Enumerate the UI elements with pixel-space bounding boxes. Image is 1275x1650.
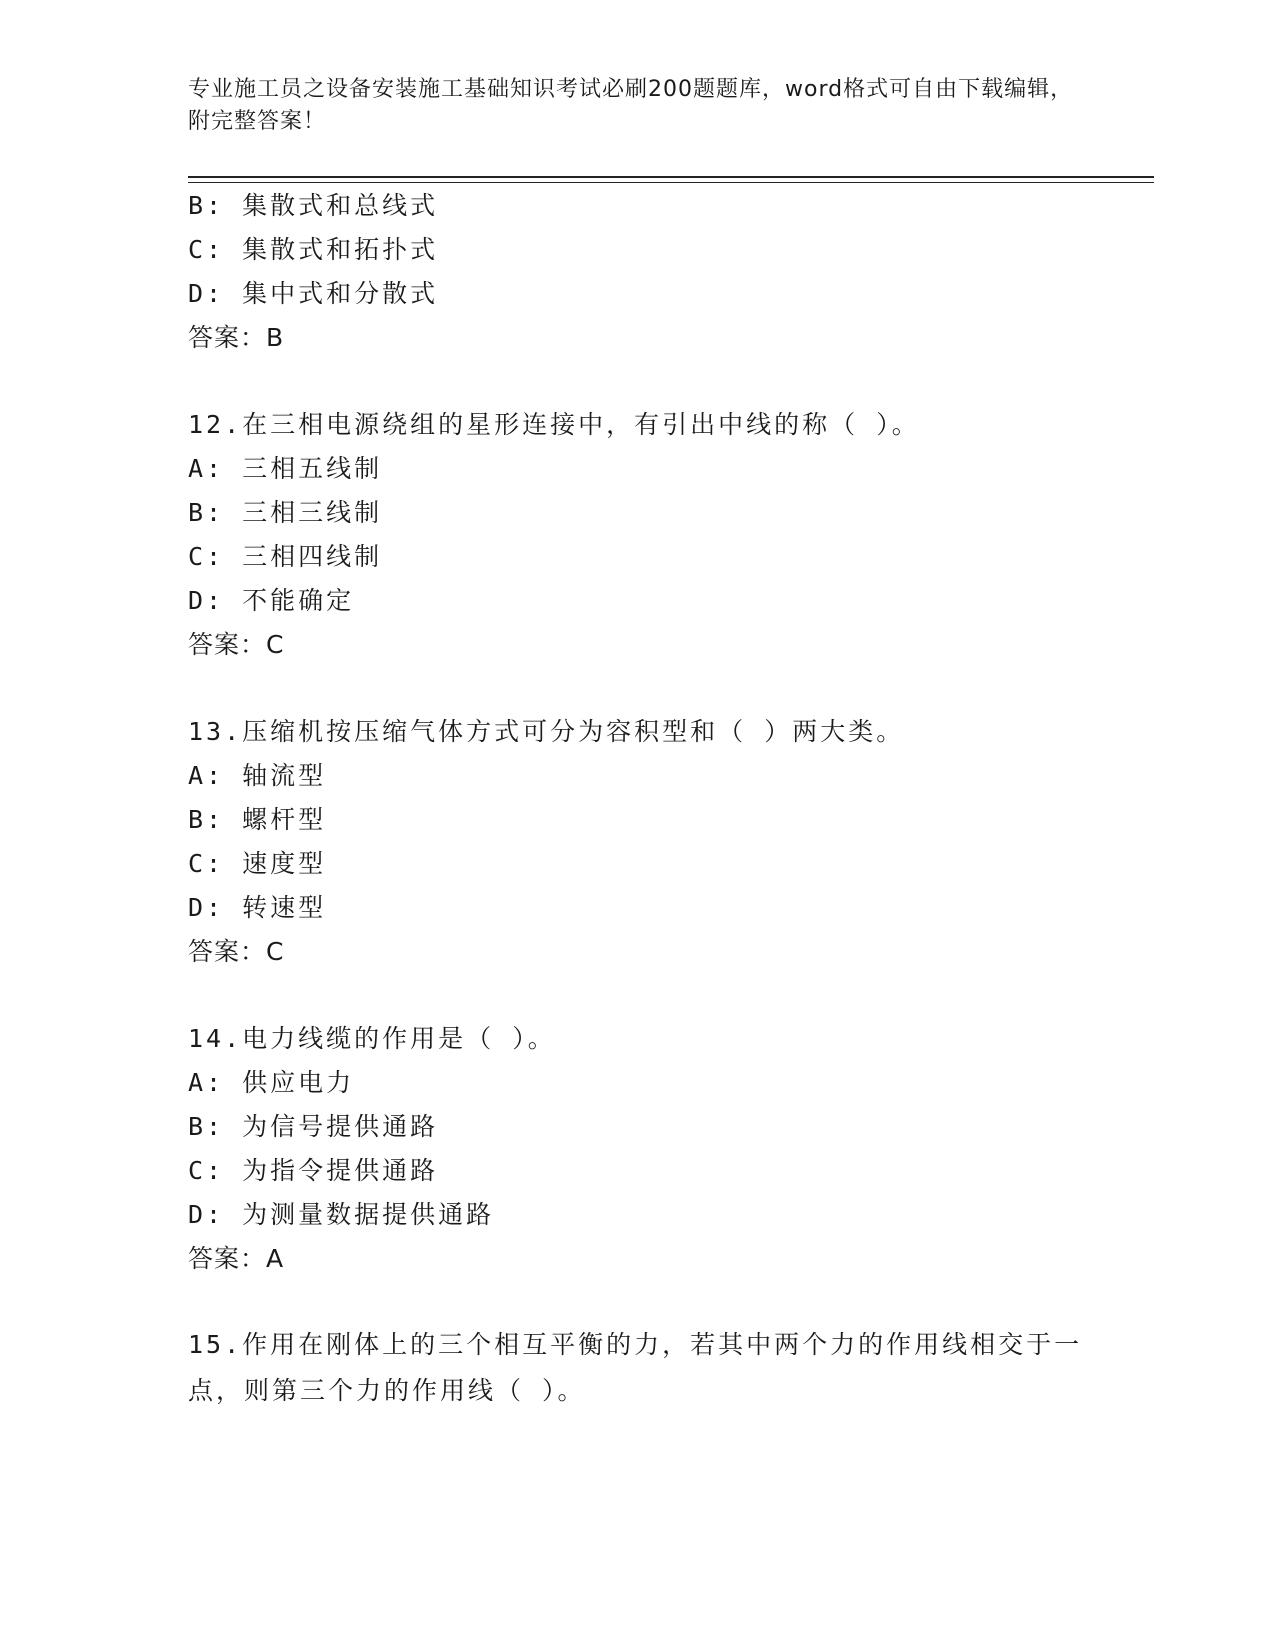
q11-option-d: D: 集中式和分散式 xyxy=(188,279,439,308)
q14-option-d: D: 为测量数据提供通路 xyxy=(188,1200,495,1229)
q12-question: 12.在三相电源绕组的星形连接中，有引出中线的称（ ）。 xyxy=(188,410,920,439)
header-rule-thick xyxy=(188,176,1154,178)
q13-option-d: D: 转速型 xyxy=(188,893,327,922)
q14-answer: 答案：A xyxy=(188,1244,285,1273)
q12-option-d: D: 不能确定 xyxy=(188,586,355,615)
q13-answer: 答案：C xyxy=(188,937,285,966)
q15-question: 15.作用在刚体上的三个相互平衡的力，若其中两个力的作用线相交于一点，则第三个力的作用线（ ）。 xyxy=(188,1330,1083,1405)
q14-option-b: B: 为信号提供通路 xyxy=(188,1112,439,1141)
q13-option-b: B: 螺杆型 xyxy=(188,805,327,834)
q14-question: 14.电力线缆的作用是（ ）。 xyxy=(188,1024,556,1053)
q14-option-a: A: 供应电力 xyxy=(188,1068,355,1097)
q13-option-c: C: 速度型 xyxy=(188,849,327,878)
page-header: 专业施工员之设备安装施工基础知识考试必刷200题题库，word格式可自由下载编辑，附完整答案！ xyxy=(188,77,1074,134)
q13-option-a: A: 轴流型 xyxy=(188,761,327,790)
q13-question: 13.压缩机按压缩气体方式可分为容积型和（ ）两大类。 xyxy=(188,717,905,746)
q12-option-a: A: 三相五线制 xyxy=(188,454,383,483)
q12-option-b: B: 三相三线制 xyxy=(188,498,383,527)
q12-option-c: C: 三相四线制 xyxy=(188,542,383,571)
q14-option-c: C: 为指令提供通路 xyxy=(188,1156,439,1185)
header-rule-thin xyxy=(188,182,1154,183)
q12-answer: 答案：C xyxy=(188,630,285,659)
q11-answer: 答案：B xyxy=(188,323,285,352)
q11-option-b: B: 集散式和总线式 xyxy=(188,191,439,220)
q11-option-c: C: 集散式和拓扑式 xyxy=(188,235,439,264)
